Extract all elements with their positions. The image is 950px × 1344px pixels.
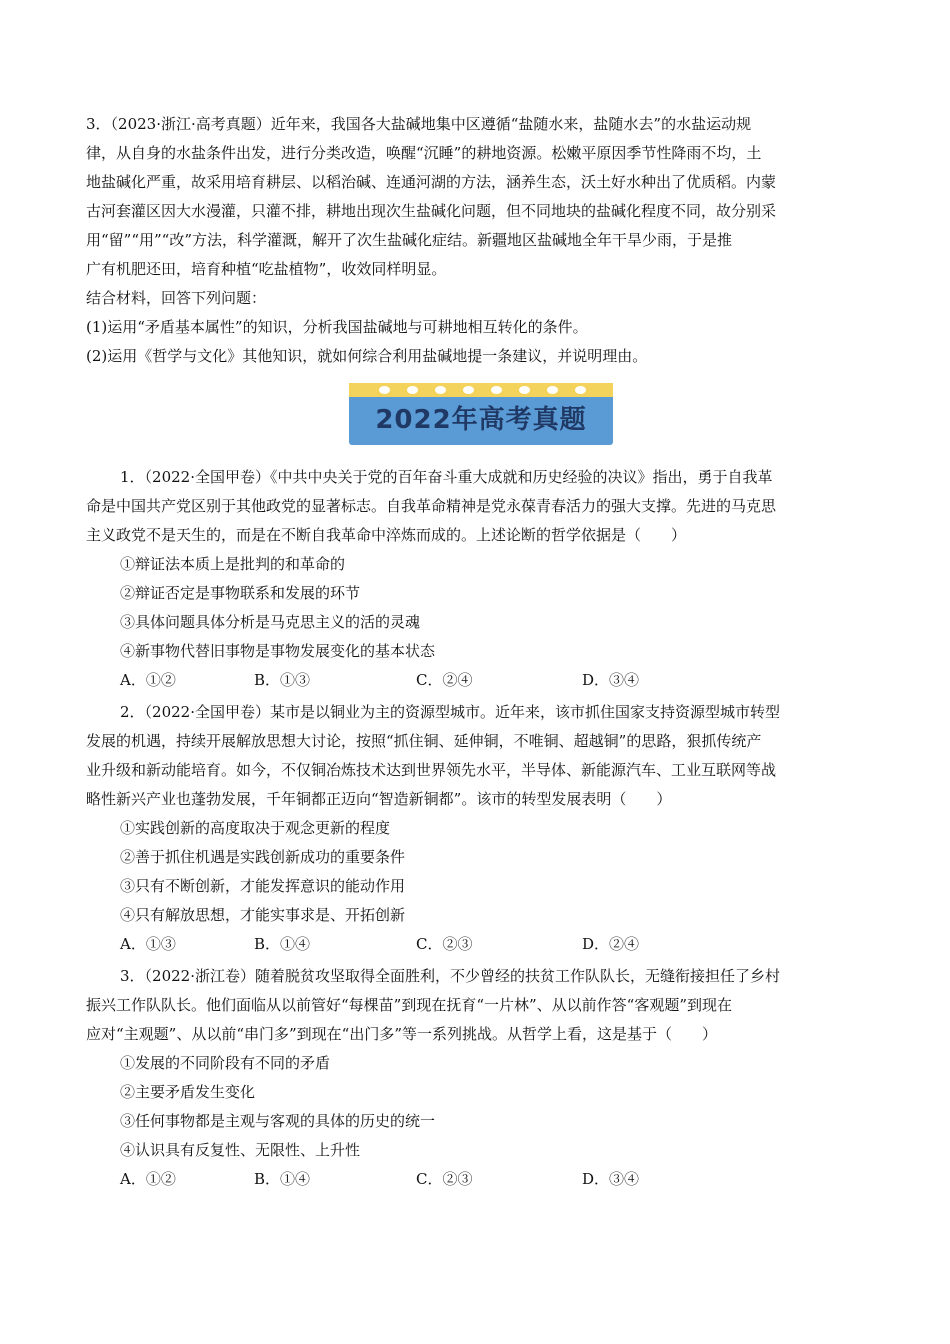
question-line: 地盐碱化严重，故采用培育耕层、以稻治碱、连通河湖的方法，涵养生态，沃土好水种出了优质稻。内蒙 xyxy=(86,173,777,191)
choice-d[interactable]: D．②④ xyxy=(582,935,640,953)
option-statement: ①发展的不同阶段有不同的矛盾 xyxy=(120,1054,331,1072)
choice-b[interactable]: B．①④ xyxy=(254,1170,311,1188)
dot-icon xyxy=(547,386,558,394)
choice-a[interactable]: A．①② xyxy=(120,671,176,689)
option-statement: ①辩证法本质上是批判的和革命的 xyxy=(120,555,346,573)
question-line: 广有机肥还田，培育种植“吃盐植物”，收效同样明显。 xyxy=(86,260,447,278)
question-line: 业升级和新动能培育。如今，不仅铜冶炼技术达到世界领先水平，半导体、新能源汽车、工业互联网等战 xyxy=(86,761,777,779)
choice-b[interactable]: B．①④ xyxy=(254,935,311,953)
dot-icon xyxy=(491,386,502,394)
dot-icon xyxy=(379,386,390,394)
question-prompt: 结合材料，回答下列问题： xyxy=(86,289,267,307)
question-2022-1 xyxy=(86,463,858,695)
choice-a[interactable]: A．①② xyxy=(120,1170,176,1188)
banner-decoration xyxy=(349,383,613,397)
option-statement: ④新事物代替旧事物是事物发展变化的基本状态 xyxy=(120,642,436,660)
question-2023-3 xyxy=(86,110,858,371)
option-statement: ④认识具有反复性、无限性、上升性 xyxy=(120,1141,361,1159)
question-line: 1．（2022·全国甲卷）《中共中央关于党的百年奋斗重大成就和历史经验的决议》指出，勇于自我革 xyxy=(120,468,773,486)
question-line: 主义政党不是天生的，而是在不断自我革命中淬炼而成的。上述论断的哲学依据是（ ） xyxy=(86,526,687,544)
dot-icon xyxy=(575,386,586,394)
question-line: 用“留”“用”“改”方法，科学灌溉，解开了次生盐碱化症结。新疆地区盐碱地全年干旱少雨，于是推 xyxy=(86,231,733,249)
question-line: 略性新兴产业也蓬勃发展，千年铜都正迈向“智造新铜都”。该市的转型发展表明（ ） xyxy=(86,790,672,808)
question-line: 2．（2022·全国甲卷）某市是以铜业为主的资源型城市。近年来，该市抓住国家支持资源型城市转型 xyxy=(120,703,780,721)
option-statement: ③只有不断创新，才能发挥意识的能动作用 xyxy=(120,877,406,895)
dot-icon xyxy=(519,386,530,394)
question-line: 发展的机遇，持续开展解放思想大讨论，按照“抓住铜、延伸铜，不唯铜、超越铜”的思路，狠抓传统产 xyxy=(86,732,762,750)
answer-choices xyxy=(86,666,858,695)
option-statement: ③任何事物都是主观与客观的具体的历史的统一 xyxy=(120,1112,436,1130)
dot-icon xyxy=(463,386,474,394)
choice-a[interactable]: A．①③ xyxy=(120,935,176,953)
option-statement: ③具体问题具体分析是马克思主义的活的灵魂 xyxy=(120,613,421,631)
question-line: 3．（2022·浙江卷）随着脱贫攻坚取得全面胜利，不少曾经的扶贫工作队队长，无缝衔接担任了乡村 xyxy=(120,967,780,985)
dot-icon xyxy=(435,386,446,394)
choice-d[interactable]: D．③④ xyxy=(582,671,640,689)
option-statement: ②辩证否定是事物联系和发展的环节 xyxy=(120,584,361,602)
choice-c[interactable]: C．②③ xyxy=(416,1170,473,1188)
choice-d[interactable]: D．③④ xyxy=(582,1170,640,1188)
question-line: 古河套灌区因大水漫灌，只灌不排，耕地出现次生盐碱化问题，但不同地块的盐碱化程度不同，故分别采 xyxy=(86,202,777,220)
choice-b[interactable]: B．①③ xyxy=(254,671,311,689)
question-line: 振兴工作队队长。他们面临从以前管好“每棵苗”到现在抚育“一片林”、从以前作答“客观题”到现在 xyxy=(86,996,733,1014)
question-line: 律，从自身的水盐条件出发，进行分类改造，唤醒“沉睡”的耕地资源。松嫩平原因季节性降雨不均，土 xyxy=(86,144,762,162)
sub-question-1: (1)运用“矛盾基本属性”的知识，分析我国盐碱地与可耕地相互转化的条件。 xyxy=(86,318,588,336)
option-statement: ④只有解放思想，才能实事求是、开拓创新 xyxy=(120,906,406,924)
question-line: 命是中国共产党区别于其他政党的显著标志。自我革命精神是党永葆青春活力的强大支撑。先进的马克思 xyxy=(86,497,777,515)
question-line: 应对“主观题”、从以前“串门多”到现在“出门多”等一系列挑战。从哲学上看，这是基于（ ） xyxy=(86,1025,718,1043)
option-statement: ②主要矛盾发生变化 xyxy=(120,1083,256,1101)
choice-c[interactable]: C．②③ xyxy=(416,935,473,953)
question-2022-3 xyxy=(86,962,858,1194)
section-title: 2022年高考真题 xyxy=(375,405,587,435)
answer-choices xyxy=(86,930,858,959)
choice-c[interactable]: C．②④ xyxy=(416,671,473,689)
question-line: 3．（2023·浙江·高考真题）近年来，我国各大盐碱地集中区遵循“盐随水来，盐随水去”的水盐运动规 xyxy=(86,115,752,133)
sub-question-2: (2)运用《哲学与文化》其他知识，就如何综合利用盐碱地提一条建议，并说明理由。 xyxy=(86,347,648,365)
option-statement: ②善于抓住机遇是实践创新成功的重要条件 xyxy=(120,848,406,866)
section-banner xyxy=(349,383,613,445)
option-statement: ①实践创新的高度取决于观念更新的程度 xyxy=(120,819,391,837)
answer-choices xyxy=(86,1165,858,1194)
dot-icon xyxy=(407,386,418,394)
question-2022-2 xyxy=(86,698,858,959)
